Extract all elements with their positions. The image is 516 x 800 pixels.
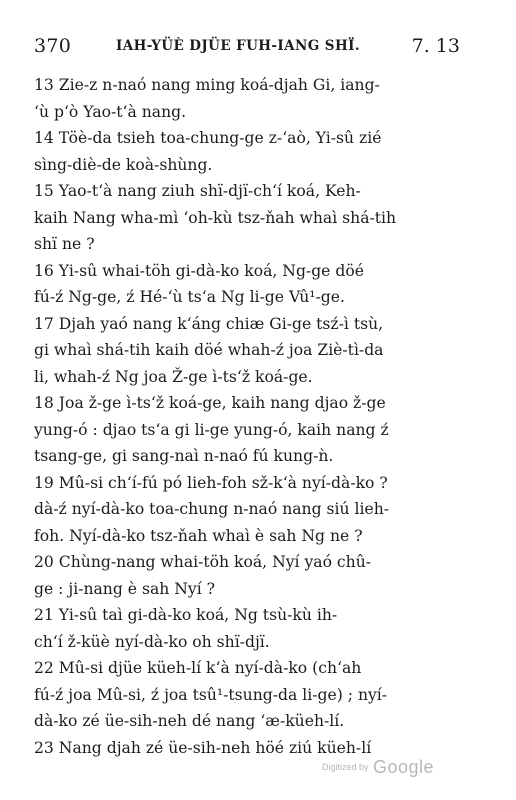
text-line: 14 Töè-da tsieh toa-chung-ge z-‘aò, Yi-sû zié	[34, 129, 382, 147]
text-line: 13 Zie-z n-naó nang ming koá-djah Gi, iang-	[34, 76, 380, 94]
running-title: IAH-YÜÈ DJÜE FUH-IANG SHÏ.	[116, 38, 360, 54]
text-line: 22 Mû-si djüe küeh-lí k‘à nyí-dà-ko (ch‘ah	[34, 659, 362, 677]
text-line: 19 Mû-si ch‘í-fú pó lieh-foh sž-k‘à nyí-dà-ko ?	[34, 473, 388, 492]
text-line: ch‘í ž-küè nyí-dà-ko oh shï-djï.	[34, 632, 270, 651]
verse-text-block	[34, 72, 460, 761]
watermark-brand: Google	[372, 757, 435, 777]
watermark-prefix: Digitized by	[322, 762, 369, 772]
digitized-by-watermark	[322, 757, 434, 778]
text-line: ‘ù p‘ò Yao-t‘à nang.	[34, 102, 187, 121]
text-line: 20 Chùng-nang whai-töh koá, Nyí yaó chû-	[34, 553, 372, 571]
text-line: tsang-ge, gi sang-naì n-naó fú kung-ǹ.	[34, 447, 334, 465]
text-line: li, whah-ź Ng joa Ž-ge ì-ts‘ž koá-ge.	[34, 367, 313, 386]
text-line: ge : ji-nang è sah Nyí ?	[34, 579, 216, 598]
text-line: 16 Yi-sû whai-töh gi-dà-ko koá, Ng-ge döé	[34, 261, 364, 280]
text-line: kaih Nang wha-mì ‘oh-kù tsz-ňah whaì shá-tih	[34, 208, 397, 227]
text-line: yung-ó : djao ts‘a gi li-ge yung-ó, kaih nang ź	[34, 420, 389, 439]
text-line: dà-ko zé üe-sih-neh dé nang ‘æ-küeh-lí.	[34, 712, 345, 730]
text-line: fú-ź joa Mû-si, ź joa tsû¹-tsung-da li-ge) ; nyí-	[34, 685, 388, 704]
text-line: foh. Nyí-dà-ko tsz-ňah whaì è sah Ng ne ?	[34, 526, 363, 545]
text-line: 18 Joa ž-ge ì-ts‘ž koá-ge, kaih nang djao ž-ge	[34, 394, 386, 412]
page-number: 370	[34, 35, 72, 57]
text-line: shï ne ?	[34, 235, 95, 253]
text-line: 23 Nang djah zé üe-sih-neh höé ziú küeh-lí	[34, 738, 372, 757]
text-line: gi whaì shá-tih kaih döé whah-ź joa Ziè-tì-da	[34, 341, 384, 359]
text-line: dà-ź nyí-dà-ko toa-chung n-naó nang siú lieh-	[34, 500, 390, 518]
text-line: 15 Yao-t‘à nang ziuh shï-djï-ch‘í koá, Keh-	[34, 182, 361, 200]
running-header	[34, 34, 460, 58]
chapter-verse-reference: 7. 13	[411, 35, 460, 57]
text-line: fú-ź Ng-ge, ź Hé-‘ù ts‘a Ng li-ge Vû¹-ge.	[34, 288, 345, 306]
text-line: sìng-diè-de koà-shùng.	[34, 155, 213, 174]
text-line: 21 Yi-sû taì gi-dà-ko koá, Ng tsù-kù ih-	[34, 606, 338, 624]
text-line: 17 Djah yaó nang k‘áng chiæ Gi-ge tsź-ì tsù,	[34, 314, 384, 333]
